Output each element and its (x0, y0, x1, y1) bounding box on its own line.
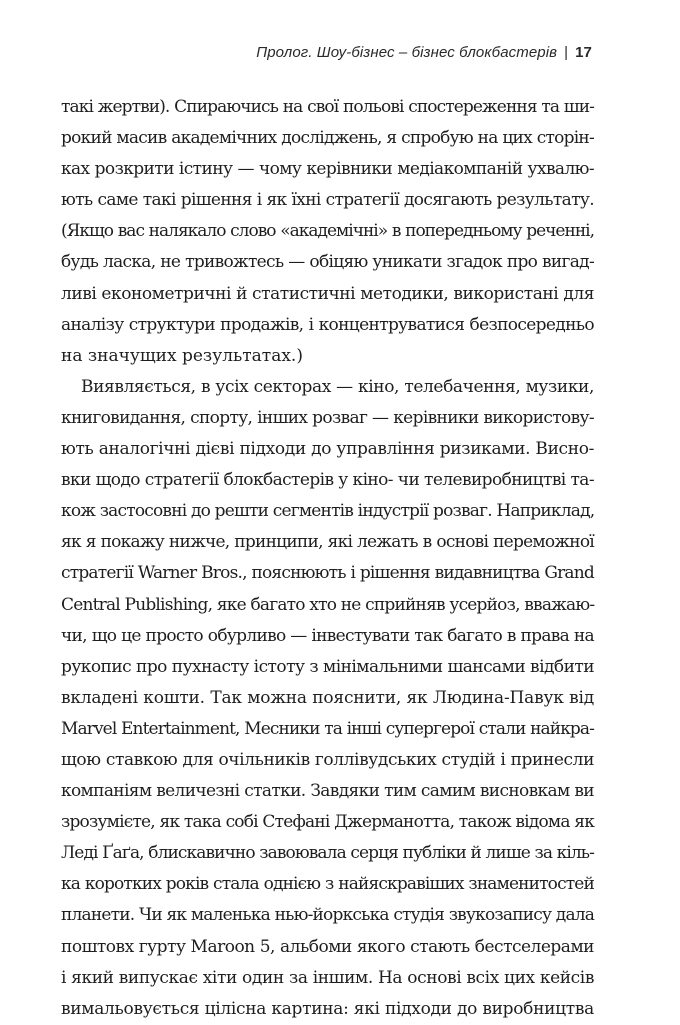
text-line: ють аналогічні дієві підходи до управління ризиками. Висно- (61, 439, 594, 460)
text-line: рокий масив академічних досліджень, я спробую на цих сторін- (61, 128, 594, 149)
text-line: і який випускає хіти один за іншим. На основі всіх цих кейсів (61, 967, 594, 988)
text-line: Central Publishing, яке багато хто не сприйняв усерйоз, вважаю- (61, 594, 595, 615)
text-line: стратегії Warner Bros., пояснюють і рішення видавництва Grand (61, 563, 594, 584)
text-line: ливі економетричні й статистичні методики, використані для (61, 283, 594, 304)
text-line: будь ласка, не тривожтесь — обіцяю уникати згадок про вигад- (61, 252, 594, 273)
chapter-title: Пролог. Шоу-бізнес – бізнес блокбастерів (256, 44, 558, 61)
text-line: книговидання, спорту, інших розваг — керівники використову- (61, 407, 594, 428)
text-line: вкладені кошти. Так можна пояснити, як Людина-Павук від (61, 687, 594, 708)
text-line: ють саме такі рішення і як їхні стратегії досягають результату. (61, 190, 594, 211)
text-line: ках розкрити істину — чому керівники медіакомпаній ухвалю- (61, 159, 594, 180)
text-line: рукопис про пухнасту істоту з мінімальними шансами відбити (61, 656, 594, 677)
text-line: компаніям величезні статки. Завдяки тим самим висновкам ви (61, 781, 594, 802)
text-line: Виявляється, в усіх секторах — кіно, телебачення, музики, (81, 376, 594, 397)
page-number: 17 (575, 44, 592, 61)
text-line: зрозумієте, як така собі Стефані Джерманотта, також відома як (61, 812, 595, 833)
text-line: Леді Ґаґа, блискавично завоювала серця публіки й лише за кіль- (61, 843, 594, 864)
body-text (61, 92, 594, 1025)
text-line: Marvel Entertainment, Месники та інші супергерої стали найкра- (61, 718, 594, 739)
paragraph (61, 92, 594, 372)
text-line: кож застосовні до решти сегментів індустрії розваг. Наприклад, (61, 501, 595, 522)
text-line: чи, що це просто обурливо — інвестувати так багато в права на (61, 625, 594, 646)
text-line: аналізу структури продажів, і концентруватися безпосередньо (61, 314, 594, 335)
running-head (256, 44, 592, 61)
text-line: ка коротких років стала однією з найяскравіших знаменитостей (61, 874, 594, 895)
text-line: такі жертви). Спираючись на свої польові спостереження та ши- (61, 97, 594, 117)
text-line: вимальовується цілісна картина: які підходи до виробництва (61, 998, 594, 1019)
header-separator: | (564, 44, 569, 61)
text-line: планети. Чи як маленька нью-йоркська студія звукозапису дала (61, 905, 595, 926)
text-line: вки щодо стратегії блокбастерів у кіно- чи телевиробництві та- (61, 470, 594, 491)
text-line: як я покажу нижче, принципи, які лежать в основі переможної (61, 532, 594, 553)
text-line: на значущих результатах.) (61, 345, 303, 366)
text-line: поштовх гурту Maroon 5, альбоми якого стають бестселерами (61, 936, 594, 957)
paragraph (61, 372, 594, 1025)
text-line: щою ставкою для очільників голлівудських студій і принесли (61, 749, 594, 770)
text-line: (Якщо вас налякало слово «академічні» в попередньому реченні, (61, 221, 594, 242)
